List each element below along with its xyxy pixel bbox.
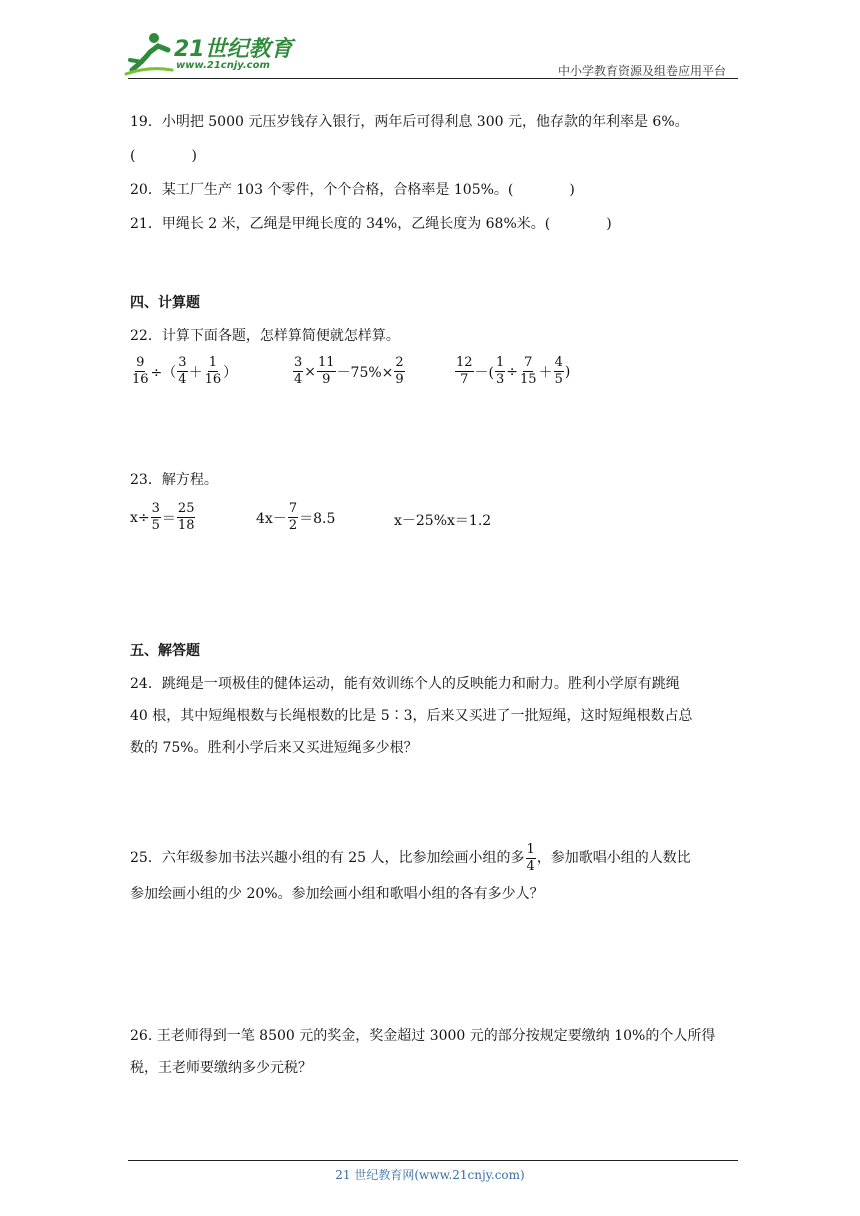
operator: ＋	[538, 364, 553, 381]
fraction: $\frac{4}{5}$	[554, 355, 563, 387]
operator: －75%×	[336, 364, 394, 381]
fraction: $\frac{7}{15}$	[520, 355, 537, 387]
question-25	[130, 842, 736, 910]
section-title-word-problems: 五、解答题	[130, 643, 200, 659]
section-title-calculation: 四、计算题	[130, 295, 200, 311]
equation-23-2	[256, 502, 335, 533]
fraction: $\frac{3}{4}$	[294, 355, 303, 387]
fraction: $\frac{12}{7}$	[456, 355, 473, 387]
logo-url-text: www.21cnjy.com	[176, 60, 270, 71]
fraction: $\frac{1}{16}$	[204, 355, 222, 387]
fraction: $\frac{9}{16}$	[132, 355, 149, 387]
question-24-line: 数的 75%。胜利小学后来又买进短绳多少根？	[130, 740, 418, 756]
question-25-line: 参加绘画小组的少 20%。参加绘画小组和歌唱小组的各有多少人？	[130, 886, 544, 902]
fraction: $\frac{1}{4}$	[526, 841, 535, 874]
operator: )	[564, 363, 571, 380]
operator: ÷（	[150, 364, 177, 381]
operator: ×	[304, 363, 317, 380]
platform-name: 中小学教育资源及组卷应用平台	[557, 64, 726, 78]
logo	[124, 30, 294, 76]
question-25-text: ，参加歌唱小组的人数比	[536, 850, 691, 866]
operator: ÷	[506, 363, 519, 380]
footer-link[interactable]: 21 世纪教育网(www.21cnjy.com)	[335, 1168, 525, 1182]
runner-logo-icon	[124, 30, 174, 76]
header-divider	[128, 78, 738, 79]
expression-22-3	[454, 356, 570, 387]
question-24-line: 40 根，其中短绳根数与长绳根数的比是 5∶3，后来又买进了一批短绳，这时短绳根数占总	[130, 708, 693, 724]
equation-text: 4x－	[256, 510, 287, 527]
equation-23-1	[130, 502, 196, 533]
fraction: $\frac{1}{3}$	[496, 355, 505, 387]
question-20: 20．某工厂生产 103 个零件，个个合格，合格率是 105%。( )	[130, 182, 575, 198]
question-19-answer-blank[interactable]: ( )	[130, 148, 197, 164]
question-19-line1: 19．小明把 5000 元压岁钱存入银行，两年后可得利息 300 元，他存款的年利率是 6%。	[130, 114, 689, 130]
operator: ＋	[188, 364, 203, 381]
footer-divider	[128, 1160, 738, 1161]
fraction: $\frac{2}{9}$	[395, 355, 404, 387]
logo-main-text: 21世纪教育	[174, 37, 293, 62]
fraction: $\frac{7}{2}$	[288, 501, 298, 533]
equation-text: x÷	[130, 509, 150, 526]
equation-23-3: x－25%x＝1.2	[394, 513, 492, 529]
question-24	[130, 668, 736, 764]
fraction: $\frac{25}{18}$	[177, 501, 195, 533]
question-25-text: 25．六年级参加书法兴趣小组的有 25 人，比参加绘画小组的多	[130, 850, 525, 866]
question-26-line: 税，王老师要缴纳多少元税？	[130, 1060, 312, 1076]
operator: －(	[474, 364, 495, 381]
fraction: $\frac{11}{9}$	[318, 355, 335, 387]
equation-text: ＝8.5	[299, 510, 336, 527]
question-26-line: 26. 王老师得到一笔 8500 元的奖金，奖金超过 3000 元的部分按规定要缴纳 10%的个人所得	[130, 1028, 716, 1044]
question-24-line: 24．跳绳是一项极佳的健体运动，能有效训练个人的反映能力和耐力。胜利小学原有跳绳	[130, 676, 680, 692]
equals-sign: ＝	[161, 510, 176, 527]
operator: ）	[223, 364, 238, 381]
expression-22-1	[130, 356, 237, 387]
fraction: $\frac{3}{4}$	[178, 355, 187, 387]
question-26	[130, 1020, 736, 1084]
fraction: $\frac{3}{5}$	[151, 501, 160, 533]
expression-22-2	[292, 356, 406, 387]
question-22: 22．计算下面各题，怎样算简便就怎样算。	[130, 328, 400, 344]
question-21: 21．甲绳长 2 米，乙绳是甲绳长度的 34%，乙绳长度为 68%米。( )	[130, 216, 612, 232]
question-23: 23．解方程。	[130, 472, 218, 488]
